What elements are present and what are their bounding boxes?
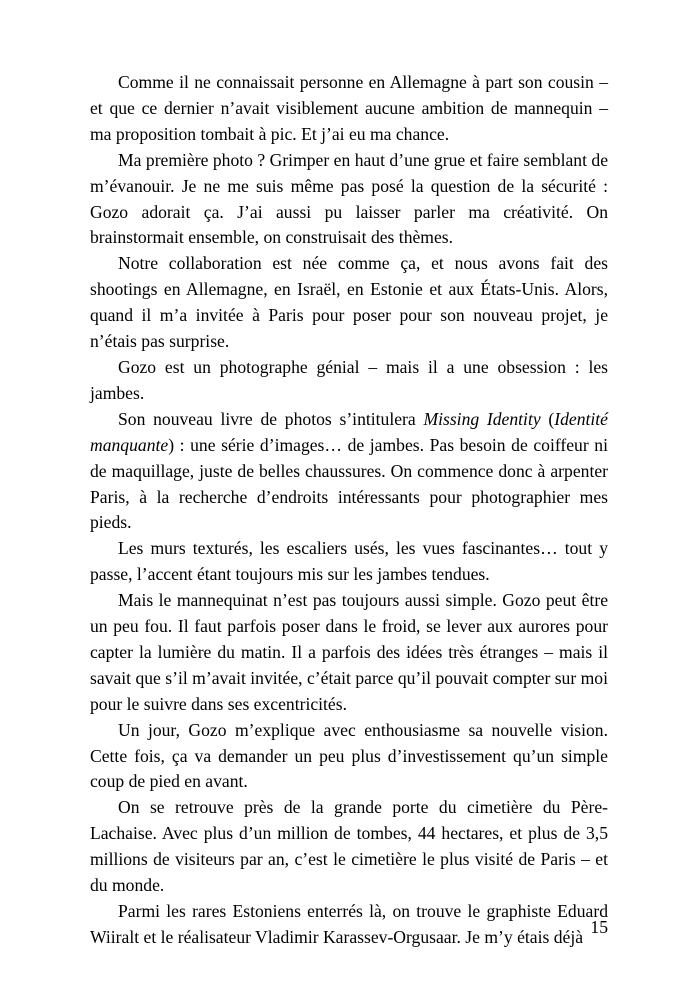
- paragraph: [90, 718, 608, 796]
- text-run: Comme il ne connaissait personne en Allemagne à part son cousin – et que ce dernier n’avait visiblement aucune ambition de mannequin – ma proposition tombait à pic. Et j’ai eu ma chance.: [90, 72, 608, 144]
- paragraph: [90, 899, 608, 951]
- paragraph: [90, 355, 608, 407]
- paragraph: [90, 588, 608, 718]
- page-number: 15: [590, 917, 608, 937]
- paragraph: [90, 536, 608, 588]
- italic-title-text: Identité manquante: [90, 408, 608, 455]
- text-run: Notre collaboration est née comme ça, et nous avons fait des shootings en Allemagne, en Israël, en Estonie et aux États-Unis. Alors, quand il m’a invitée à Paris pour poser pour son nouveau projet, je n’étais pas surprise.: [90, 253, 608, 352]
- text-run: On se retrouve près de la grande porte du cimetière du Père-Lachaise. Avec plus d’un million de tombes, 44 hectares, et plus de 3,5 millions de visiteurs par an, c’est le cimetière le plus visité de Paris – et du monde.: [90, 797, 608, 896]
- text-run: Mais le mannequinat n’est pas toujours aussi simple. Gozo peut être un peu fou. Il faut parfois poser dans le froid, se lever aux aurores pour capter la lumière du matin. Il a parfois des idées très étranges – mais il savait que s’il m’avait invitée, c’était parce qu’il pouvait compter sur moi pour le suivre dans ses excentricités.: [90, 590, 608, 714]
- paragraph: [90, 251, 608, 355]
- paragraph: [90, 407, 608, 537]
- text-run: Les murs texturés, les escaliers usés, les vues fascinantes… tout y passe, l’accent étant toujours mis sur les jambes tendues.: [90, 538, 608, 585]
- italic-title-text: Missing Identity: [423, 408, 541, 429]
- text-run: Parmi les rares Estoniens enterrés là, on trouve le graphiste Eduard Wiiralt et le réalisateur Vladimir Karassev-Orgusaar. Je m’y étais déjà: [90, 901, 608, 947]
- text-run: Son nouveau livre de photos s’intitulera: [118, 408, 424, 429]
- text-run: Ma première photo ? Grimper en haut d’une grue et faire semblant de m’évanouir. Je ne me suis même pas posé la question de la sécurité : Gozo adorait ça. J’ai aussi pu laisser parler ma créativité. On brainstormait ensemble, on construisait des thèmes.: [90, 149, 608, 248]
- text-run: ) : une série d’images… de jambes. Pas besoin de coiffeur ni de maquillage, juste de belles chaussures. On commence donc à arpenter Paris, à la recherche d’endroits intéressants pour photographier mes pieds.: [90, 434, 608, 533]
- paragraph: [90, 70, 608, 148]
- paragraph: [90, 148, 608, 252]
- text-run: Gozo est un photographe génial – mais il a une obsession : les jambes.: [90, 356, 608, 403]
- text-run: (: [540, 408, 555, 429]
- text-run: Un jour, Gozo m’explique avec enthousiasme sa nouvelle vision. Cette fois, ça va demander un peu plus d’investissement qu’un simple coup de pied en avant.: [90, 719, 608, 792]
- body-text: [90, 70, 608, 951]
- paragraph: [90, 795, 608, 899]
